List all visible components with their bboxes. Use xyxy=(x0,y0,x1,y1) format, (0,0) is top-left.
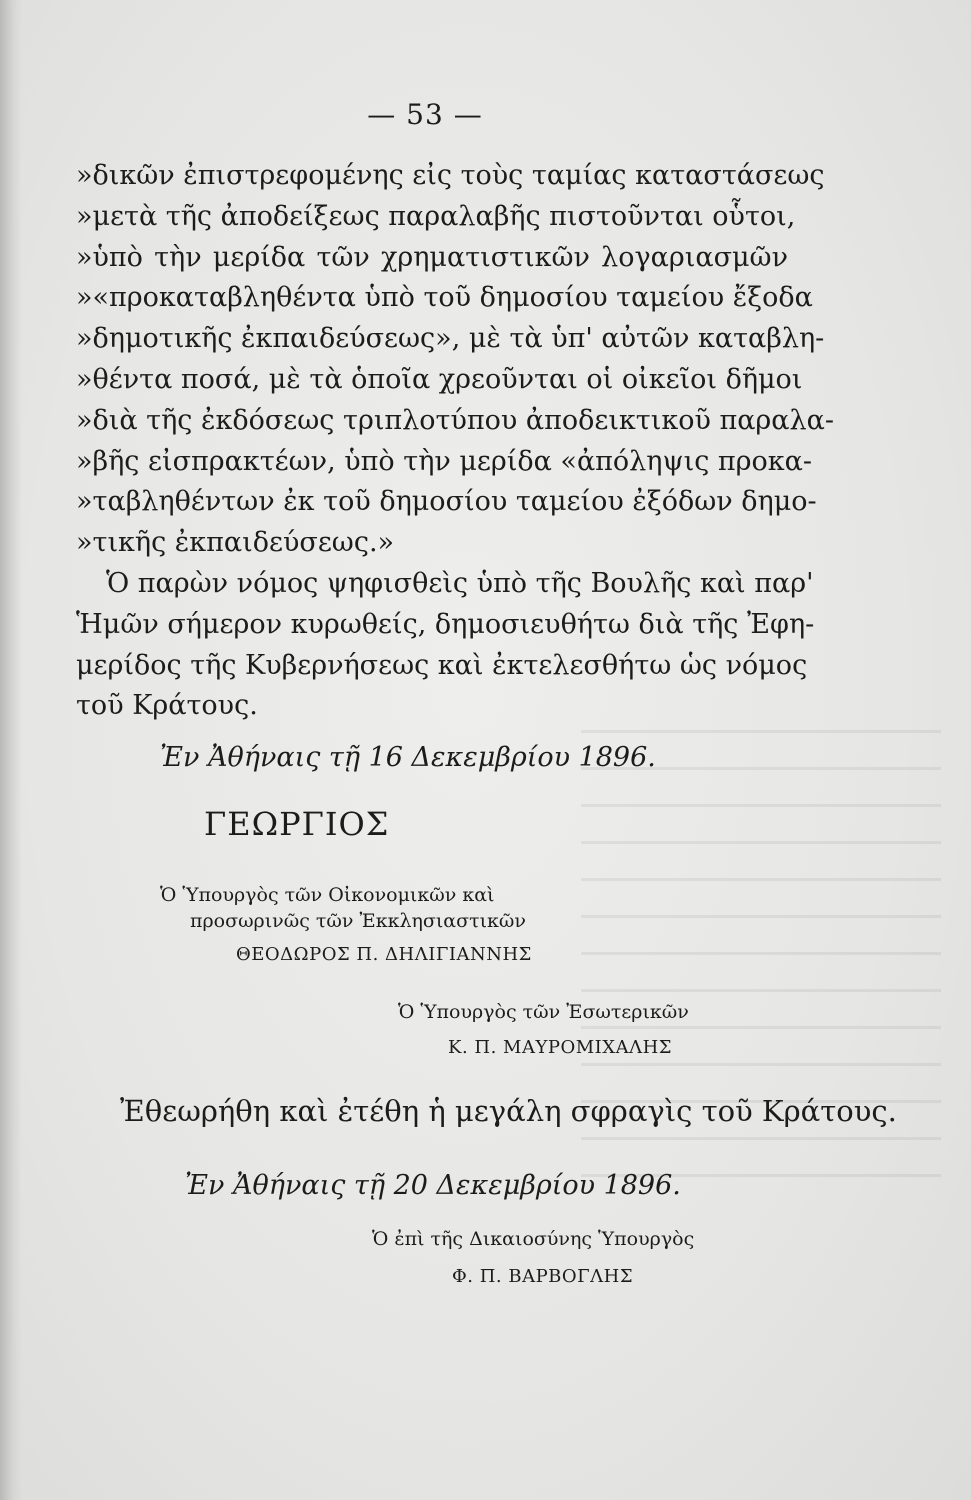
enactment-date: Ἐν Ἀθήναις τῇ 16 Δεκεμβρίου 1896. xyxy=(160,742,656,773)
text-line: »«προκαταβληθέντα ὑπὸ τοῦ δημοσίου ταμείου ἔξοδα xyxy=(76,282,813,314)
text-line: »δικῶν ἐπιστρεφομένης εἰς τοὺς ταμίας καταστάσεως xyxy=(76,160,825,191)
page-spine-shadow xyxy=(0,0,22,1500)
text-line: μερίδος τῆς Κυβερνήσεως καὶ ἐκτελεσθήτω ὡς νόμος xyxy=(76,649,808,681)
page-number: — 53 — xyxy=(367,98,483,131)
seal-statement: Ἐθεωρήθη καὶ ἐτέθη ἡ μεγάλη σφραγὶς τοῦ Κράτους. xyxy=(120,1094,897,1128)
king-signature: ΓΕΩΡΓΙΟΣ xyxy=(204,805,390,843)
text-line: Ἡμῶν σήμερον κυρωθείς, δημοσιευθήτω διὰ τῆς Ἐφη- xyxy=(76,608,815,640)
text-line: τοῦ Κράτους. xyxy=(76,690,258,722)
minister-finance-name: ΘΕΟΔΩΡΟΣ Π. ΔΗΛΙΓΙΑΝΝΗΣ xyxy=(236,944,532,965)
text-line: »τικῆς ἐκπαιδεύσεως.» xyxy=(76,527,395,559)
text-line: »διὰ τῆς ἐκδόσεως τριπλοτύπου ἀποδεικτικοῦ παραλα- xyxy=(76,404,835,436)
minister-justice-name: Φ. Π. ΒΑΡΒΟΓΛΗΣ xyxy=(452,1266,634,1287)
text-line: Ὁ παρὼν νόμος ψηφισθεὶς ὑπὸ τῆς Βουλῆς καὶ παρ' xyxy=(106,567,814,599)
seal-date: Ἐν Ἀθήναις τῇ 20 Δεκεμβρίου 1896. xyxy=(185,1170,681,1201)
body-text xyxy=(76,156,835,727)
minister-finance-title-line2: προσωρινῶς τῶν Ἐκκλησιαστικῶν xyxy=(190,910,526,932)
text-line: »δημοτικῆς ἐκπαιδεύσεως», μὲ τὰ ὑπ' αὐτῶν καταβλη- xyxy=(76,323,825,355)
minister-justice-title: Ὁ ἐπὶ τῆς Δικαιοσύνης Ὑπουργὸς xyxy=(372,1228,695,1250)
minister-interior-name: Κ. Π. ΜΑΥΡΟΜΙΧΑΛΗΣ xyxy=(448,1037,672,1058)
text-line: »μετὰ τῆς ἀποδείξεως παραλαβῆς πιστοῦνται οὗτοι, xyxy=(76,200,796,232)
minister-interior-title: Ὁ Ὑπουργὸς τῶν Ἐσωτερικῶν xyxy=(398,1001,689,1023)
text-line: »βῆς εἰσπρακτέων, ὑπὸ τὴν μερίδα «ἀπόληψις προκα- xyxy=(76,445,813,477)
minister-finance-title-line1: Ὁ Ὑπουργὸς τῶν Οἰκονομικῶν καὶ xyxy=(160,884,495,906)
text-line: »θέντα ποσά, μὲ τὰ ὁποῖα χρεοῦνται οἱ οἰκεῖοι δῆμοι xyxy=(76,363,803,395)
text-line: »ὑπὸ τὴν μερίδα τῶν χρηματιστικῶν λογαριασμῶν xyxy=(76,241,788,273)
text-line: »ταβληθέντων ἐκ τοῦ δημοσίου ταμείου ἐξόδων δημο- xyxy=(76,486,817,518)
